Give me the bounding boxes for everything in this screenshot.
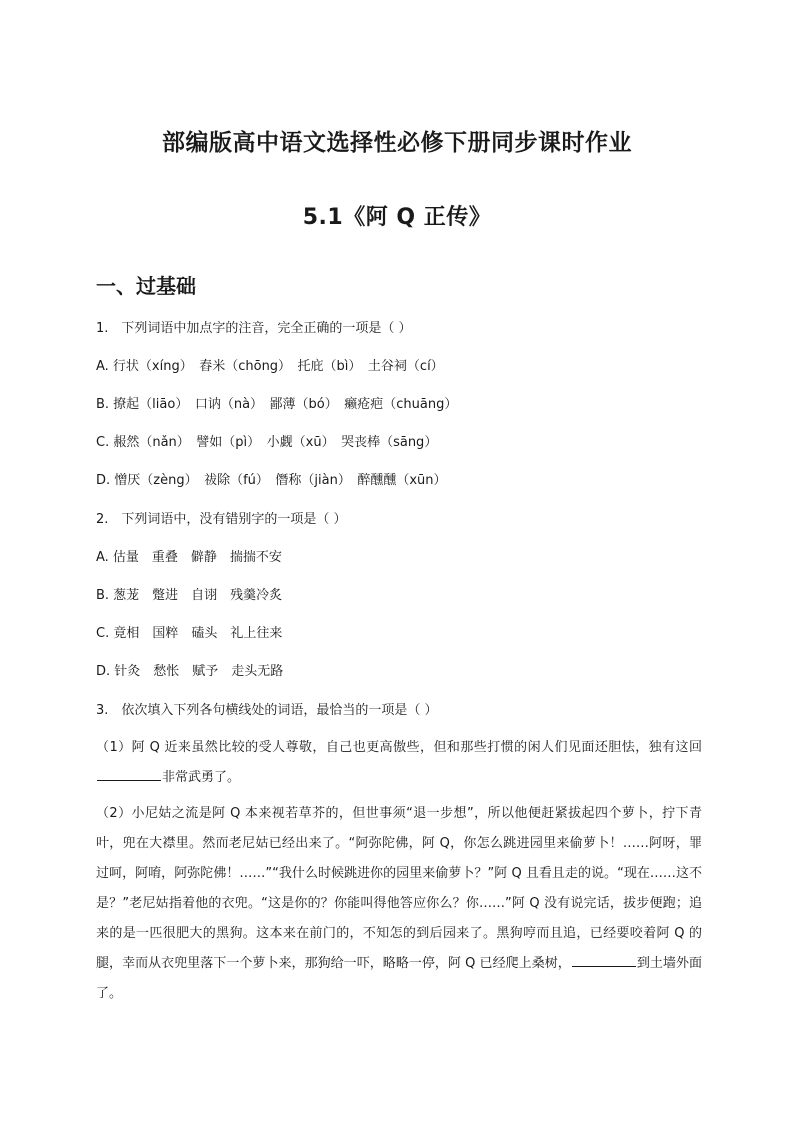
question-3-passage-2 — [96, 799, 702, 1009]
question-1-option-d: D. 憎厌（zèng） 祓除（fú） 僭称（jiàn） 醉醺醺（xūn） — [96, 473, 447, 488]
question-3-passage-1 — [96, 733, 702, 793]
question-2-option-a: A. 估量 重叠 僻静 揣揣不安 — [96, 550, 282, 565]
document-subtitle: 5.1《阿 Q 正传》 — [302, 205, 492, 230]
question-3-stem: 3. 依次填入下列各句横线处的词语，最恰当的一项是（ ） — [96, 703, 438, 718]
question-2-option-c: C. 竟相 国粹 磕头 礼上往来 — [96, 626, 283, 641]
document-title: 部编版高中语文选择性必修下册同步课时作业 — [162, 130, 632, 156]
question-2-stem: 2. 下列词语中，没有错别字的一项是（ ） — [96, 512, 347, 527]
answer-blank-1[interactable] — [97, 766, 161, 781]
passage-2-text-before: （2）小尼姑之流是阿 Q 本来视若草芥的，但世事须“退一步想”，所以他便赶紧拔起四个萝卜，拧下青叶，兜在大襟里。然而老尼姑已经出来了。“阿弥陀佛，阿 Q，你怎么跳进园里来偷萝卜！……阿呀，罪过呵，阿唷，阿弥陀佛！……”“我什么时候跳进你的园里来偷萝卜？”阿 Q 且看且走的说。“现在……这不是？”老尼姑指着他的衣兜。“这是你的？你能叫得他答应你么？你……”阿 Q 没有说完话，拔步便跑；追来的是一匹很肥大的黑狗。这本来在前门的，不知怎的到后园来了。黑狗哼而且追，已经要咬着阿 Q 的腿，幸而从衣兜里落下一个萝卜来，那狗给一吓，略略一停，阿 Q 已经爬上桑树， — [96, 806, 702, 971]
question-1-option-a: A. 行状（xíng） 舂米（chōng） 托庇（bì） 土谷祠（cí） — [96, 359, 444, 374]
question-1-option-c: C. 赧然（nǎn） 譬如（pì） 小觑（xū） 哭丧棒（sāng） — [96, 435, 438, 450]
answer-blank-2[interactable] — [572, 952, 636, 967]
passage-1-text-before: （1）阿 Q 近来虽然比较的受人尊敬，自己也更高傲些，但和那些打惯的闲人们见面还胆怯，独有这回 — [96, 740, 702, 755]
passage-2-text-after: 到土墙外面了。 — [96, 956, 702, 1001]
section-heading: 一、过基础 — [96, 274, 196, 298]
question-2-option-d: D. 针灸 愁怅 赋予 走头无路 — [96, 664, 284, 679]
passage-1-text-after: 非常武勇了。 — [162, 770, 241, 785]
question-1-option-b: B. 撩起（liāo） 口讷（nà） 鄙薄（bó） 癞疮疤（chuāng） — [96, 397, 458, 412]
question-1-stem: 1. 下列词语中加点字的注音，完全正确的一项是（ ） — [96, 321, 412, 336]
question-2-option-b: B. 葱茏 蹩进 自诩 残羹冷炙 — [96, 588, 283, 603]
